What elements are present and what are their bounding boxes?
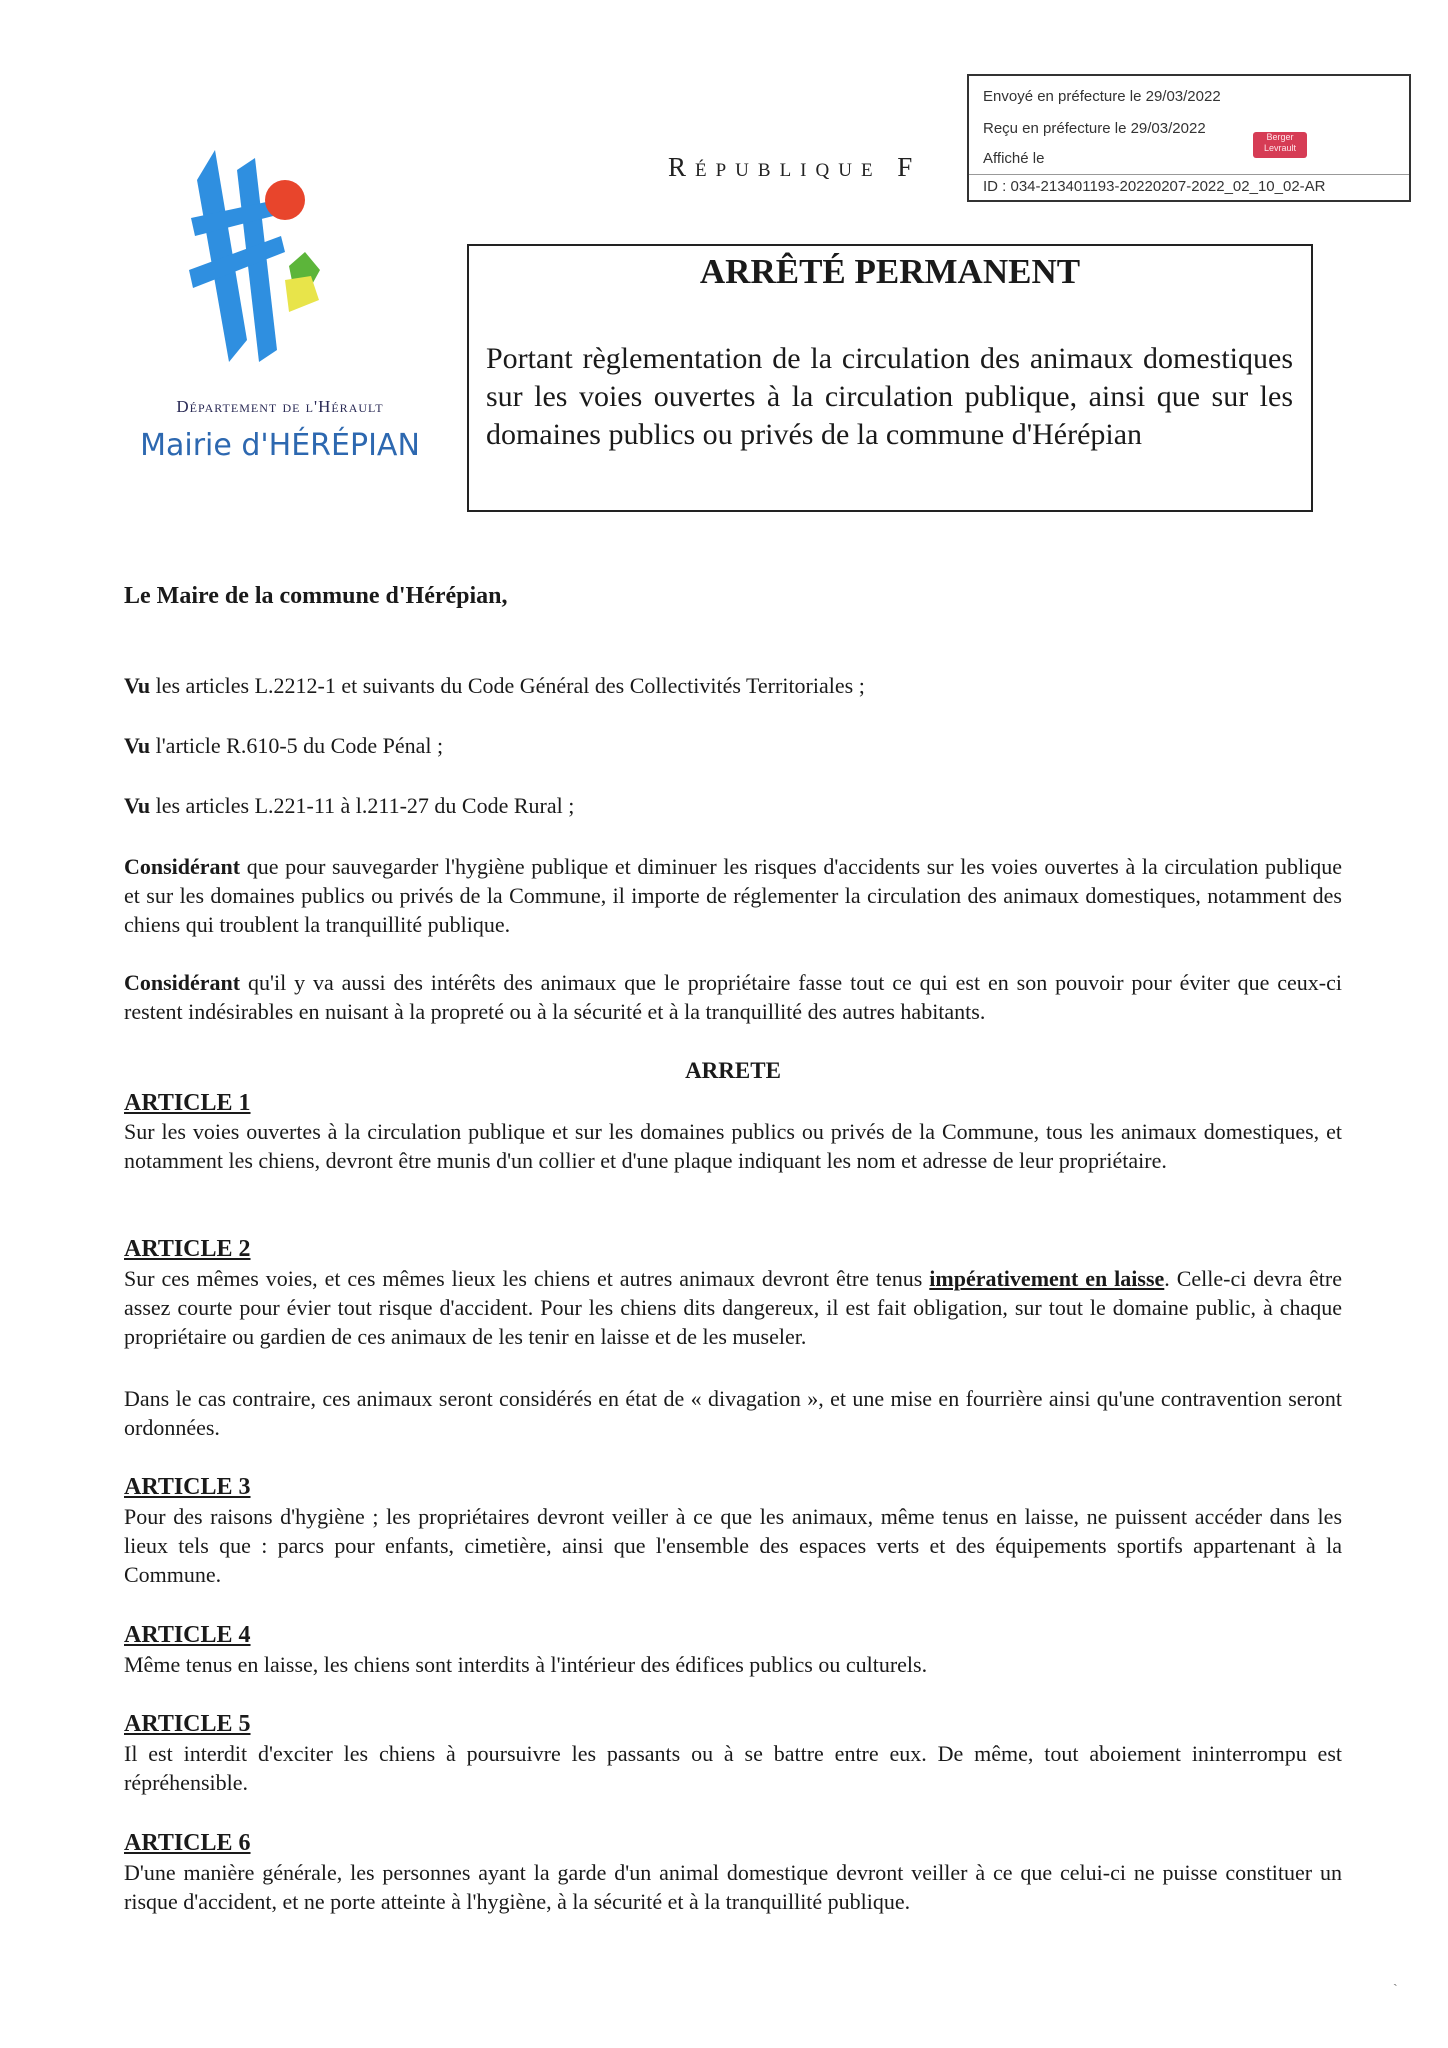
article-1-text: Sur les voies ouvertes à la circulation publique et sur les domaines publics ou privés de la Commune, tous les animaux domestiques, et notamment les chiens, devront être munis d'un collier et d'une plaque indiquant les nom et adresse de leur propriétaire. xyxy=(124,1119,1342,1173)
vu-text: les articles L.221-11 à l.211-27 du Code Rural ; xyxy=(155,793,575,818)
considerant-paragraph-1 xyxy=(124,852,1342,939)
vu-text: les articles L.2212-1 et suivants du Code Général des Collectivités Territoriales ; xyxy=(155,673,865,698)
stamp-sent-date: Envoyé en préfecture le 29/03/2022 xyxy=(983,88,1221,105)
vu-paragraph-1 xyxy=(124,671,1342,700)
article-2-text-post: . Celle-ci devra être assez courte pour évier tout risque d'accident. Pour les chiens dits dangereux, il est fait obligation, sur tout le domaine public, à chaque propriétaire ou gardien de ces animaux de les tenir en laisse et de les museler. xyxy=(124,1266,1343,1349)
document-subtitle: Portant règlementation de la circulation des animaux domestiques sur les voies ouvertes à la circulation publique, ainsi que sur les domaines publics ou privés de la commune d'Hérépian xyxy=(486,342,1293,451)
department-name: Département de l'Hérault xyxy=(176,397,384,416)
stamp-id: ID : 034-213401193-20220207-2022_02_10_02-AR xyxy=(983,178,1326,195)
prefecture-stamp xyxy=(967,74,1411,202)
stamp-brand-logo: Berger Levrault xyxy=(1253,132,1307,158)
arrete-heading: ARRETE xyxy=(685,1058,781,1083)
vu-label: Vu xyxy=(124,793,151,818)
article-2-text-2: Dans le cas contraire, ces animaux seront considérés en état de « divagation », et une mise en fourrière ainsi qu'une contravention seront ordonnées. xyxy=(124,1386,1342,1440)
article-4-text: Même tenus en laisse, les chiens sont interdits à l'intérieur des édifices publics ou culturels. xyxy=(124,1652,928,1677)
article-3-title: ARTICLE 3 xyxy=(124,1474,251,1500)
vu-paragraph-2 xyxy=(124,731,1342,760)
article-2-text xyxy=(124,1264,1342,1351)
article-3-text: Pour des raisons d'hygiène ; les propriétaires devront veiller à ce que les animaux, même tenus en laisse, ne puissent accéder dans les lieux tels que : parcs pour enfants, cimetière, ainsi que l'ensemble des espaces verts et des équipements sportifs appartenant à la Commune. xyxy=(124,1504,1342,1587)
considerant-paragraph-2 xyxy=(124,968,1342,1026)
title-box xyxy=(467,244,1313,512)
considerant-label: Considérant xyxy=(124,970,241,995)
maire-heading: Le Maire de la commune d'Hérépian, xyxy=(124,583,508,609)
article-2-title: ARTICLE 2 xyxy=(124,1236,251,1262)
stamp-received-date: Reçu en préfecture le 29/03/2022 xyxy=(983,120,1206,137)
article-2-emphasis: impérativement en laisse xyxy=(929,1266,1165,1291)
mairie-name: Mairie d'HÉRÉPIAN xyxy=(140,428,420,463)
article-5-title: ARTICLE 5 xyxy=(124,1711,251,1737)
document-title: ARRÊTÉ PERMANENT xyxy=(699,252,1081,291)
republique-header: République F xyxy=(668,152,922,182)
article-5-text: Il est interdit d'exciter les chiens à poursuivre les passants ou à se battre entre eux. De même, tout aboiement ininterrompu est répréhensible. xyxy=(124,1741,1342,1795)
considerant-label: Considérant xyxy=(124,854,241,879)
vu-paragraph-3 xyxy=(124,791,1342,820)
commune-logo-icon xyxy=(185,140,335,365)
vu-label: Vu xyxy=(124,673,151,698)
article-1-title: ARTICLE 1 xyxy=(124,1090,251,1116)
stamp-posted: Affiché le xyxy=(983,150,1045,167)
article-6-text: D'une manière générale, les personnes ayant la garde d'un animal domestique devront veiller à ce que celui-ci ne puisse constituer un risque d'accident, et ne porte atteinte à l'hygiène, à la sécurité et à la tranquillité publique. xyxy=(124,1860,1342,1914)
scan-mark: ˏ xyxy=(1393,1972,1398,1987)
vu-text: l'article R.610-5 du Code Pénal ; xyxy=(155,733,444,758)
article-6-title: ARTICLE 6 xyxy=(124,1830,251,1856)
vu-label: Vu xyxy=(124,733,151,758)
article-2-text-pre: Sur ces mêmes voies, et ces mêmes lieux les chiens et autres animaux devront être tenus xyxy=(124,1266,923,1291)
stamp-divider xyxy=(969,174,1409,175)
considerant-text: qu'il y va aussi des intérêts des animaux que le propriétaire fasse tout ce qui est en son pouvoir pour éviter que ceux-ci restent indésirables en nuisant à la propreté ou à la sécurité et à la tranquillité des autres habitants. xyxy=(124,970,1343,1024)
considerant-text: que pour sauvegarder l'hygiène publique et diminuer les risques d'accidents sur les voies ouvertes à la circulation publique et sur les domaines publics ou privés de la Commune, il importe de réglementer la circulation des animaux domestiques, notamment des chiens qui troublent la tranquillité publique. xyxy=(124,854,1342,937)
article-4-title: ARTICLE 4 xyxy=(124,1622,251,1648)
